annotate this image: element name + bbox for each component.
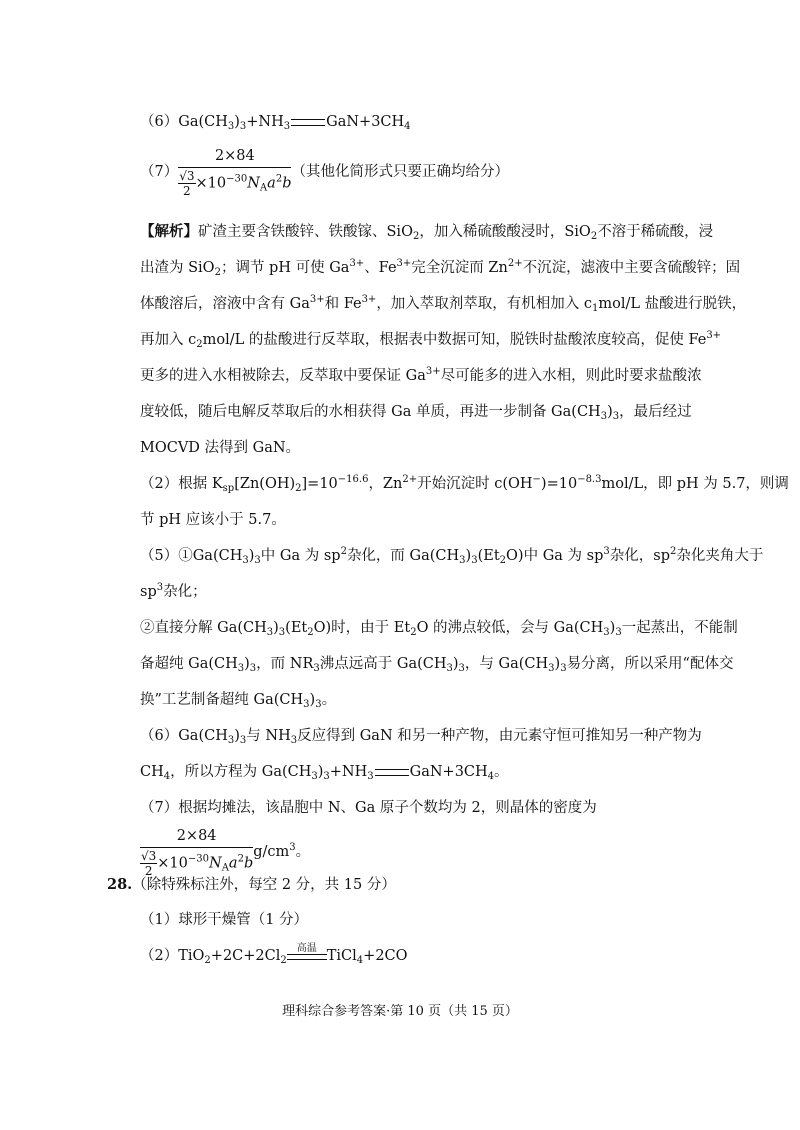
density-fraction: 2×84 $\frac{√3}{2}$ $\times 10^{-30}N_Aa^2b$ <box>179 148 292 198</box>
analysis-6-line-1: $(6)Ga(CH_3)_3$与 $NH_3$反应得到 GaN 和另一种产物，由元素守恒可推知另一种产物为 <box>140 728 702 746</box>
question-28-header: 28.（除特殊标注外，每空 2 分，共 15 分） <box>107 876 396 893</box>
analysis-7-fraction: 2×84 $\frac{√3}{2}$ $\times 10^{-30}N_Aa^2b$ $g/cm^3$。 <box>141 828 311 878</box>
analysis-line-6: 度较低，随后电解反萃取后的水相获得 Ga 单质，再进一步制备 $Ga(CH_3)_3$，最后经过 <box>140 404 692 422</box>
page-footer: 理科综合参考答案·第 10 页（共 15 页） <box>282 1004 518 1019</box>
analysis-5-line-2: $sp^3$杂化； <box>140 582 207 600</box>
answer-7: （7） 2×84 $\frac{√3}{2}$ $\times 10^{-30}N_Aa^2b$ （其他化简形式只要正确均给分） <box>140 148 509 198</box>
answer-6: $(6)Ga(CH_3)_3+NH_3$ $GaN+3CH_4$ <box>140 114 411 132</box>
analysis-6-line-2: $CH_4$，所以方程为 $Ga(CH_3)_3+NH_3$ $GaN+3CH_4$。 <box>140 764 509 782</box>
analysis-5-line-3: ②直接分解 $Ga(CH_3)_3(Et_2O)$时，由于 $Et_2O$ 的沸点较低，会与 $Ga(CH_3)_3$一起蒸出，不能制 <box>140 620 738 638</box>
question-28-answer-2: $(2)TiO_2+2C+2Cl_2$ 高温 TiCl$_4$+2CO <box>140 943 408 966</box>
analysis-line-7: MOCVD 法得到 GaN。 <box>140 440 301 456</box>
analysis-line-2: 出渣为 SiO$_2$；调节 pH 可使 $Ga^{3+}$、$Fe^{3+}$完全沉淀而 $Zn^{2+}$不沉淀，滤液中主要含硫酸锌；固 <box>140 258 741 278</box>
analysis-5-line-1: $(5)①Ga(CH_3)_3$中 Ga 为 $sp^2$杂化，而 $Ga(CH_3)_3(Et_2O)$中 Ga 为 $sp^3$杂化，$sp^2$杂化夹角大于 <box>140 546 764 566</box>
analysis-5-line-4: 备超纯 $Ga(CH_3)_3$，而 $NR_3$沸点远高于 $Ga(CH_3)_3$，与 $Ga(CH_3)_3$易分离，所以采用“配体交 <box>140 656 734 674</box>
analysis-line-3: 体酸溶后，溶液中含有 $Ga^{3+}$和 $Fe^{3+}$，加入萃取剂萃取，有机相加入 $c_1mol/L$ 盐酸进行脱铁， <box>140 294 747 314</box>
analysis-line-4: 再加入 $c_2mol/L$ 的盐酸进行反萃取，根据表中数据可知，脱铁时盐酸浓度较高，促使 $Fe^{3+}$ <box>140 330 722 350</box>
analysis-5-line-5: 换”工艺制备超纯 $Ga(CH_3)_3$。 <box>140 692 337 710</box>
equals-sign <box>375 769 409 776</box>
question-28-answer-1: （1）球形干燥管（1 分） <box>140 912 309 928</box>
analysis-2-line-1: （2）根据 $K_{sp}[Zn(OH)_2]=10^{-16.6}$，$Zn^{2+}$开始沉淀时 $c(OH^-)=10^{-8.3}mol/L$，即 pH 为 5.7，则调 <box>140 474 789 494</box>
analysis-7-line-1: （7）根据均摊法，该晶胞中 N、Ga 原子个数均为 2，则晶体的密度为 <box>140 800 597 816</box>
analysis-line-1: 【解析】矿渣主要含铁酸锌、铁酸镓、SiO$_2$，加入稀硫酸酸浸时，SiO$_2$不溶于稀硫酸，浸 <box>140 223 714 242</box>
analysis-2-line-2: 节 pH 应该小于 5.7。 <box>140 512 286 528</box>
reaction-condition: 高温 <box>287 944 327 966</box>
analysis-line-5: 更多的进入水相被除去，反萃取中要保证 $Ga^{3+}$尽可能多的进入水相，则此时要求盐酸浓 <box>140 366 702 384</box>
equals-sign <box>291 119 325 126</box>
